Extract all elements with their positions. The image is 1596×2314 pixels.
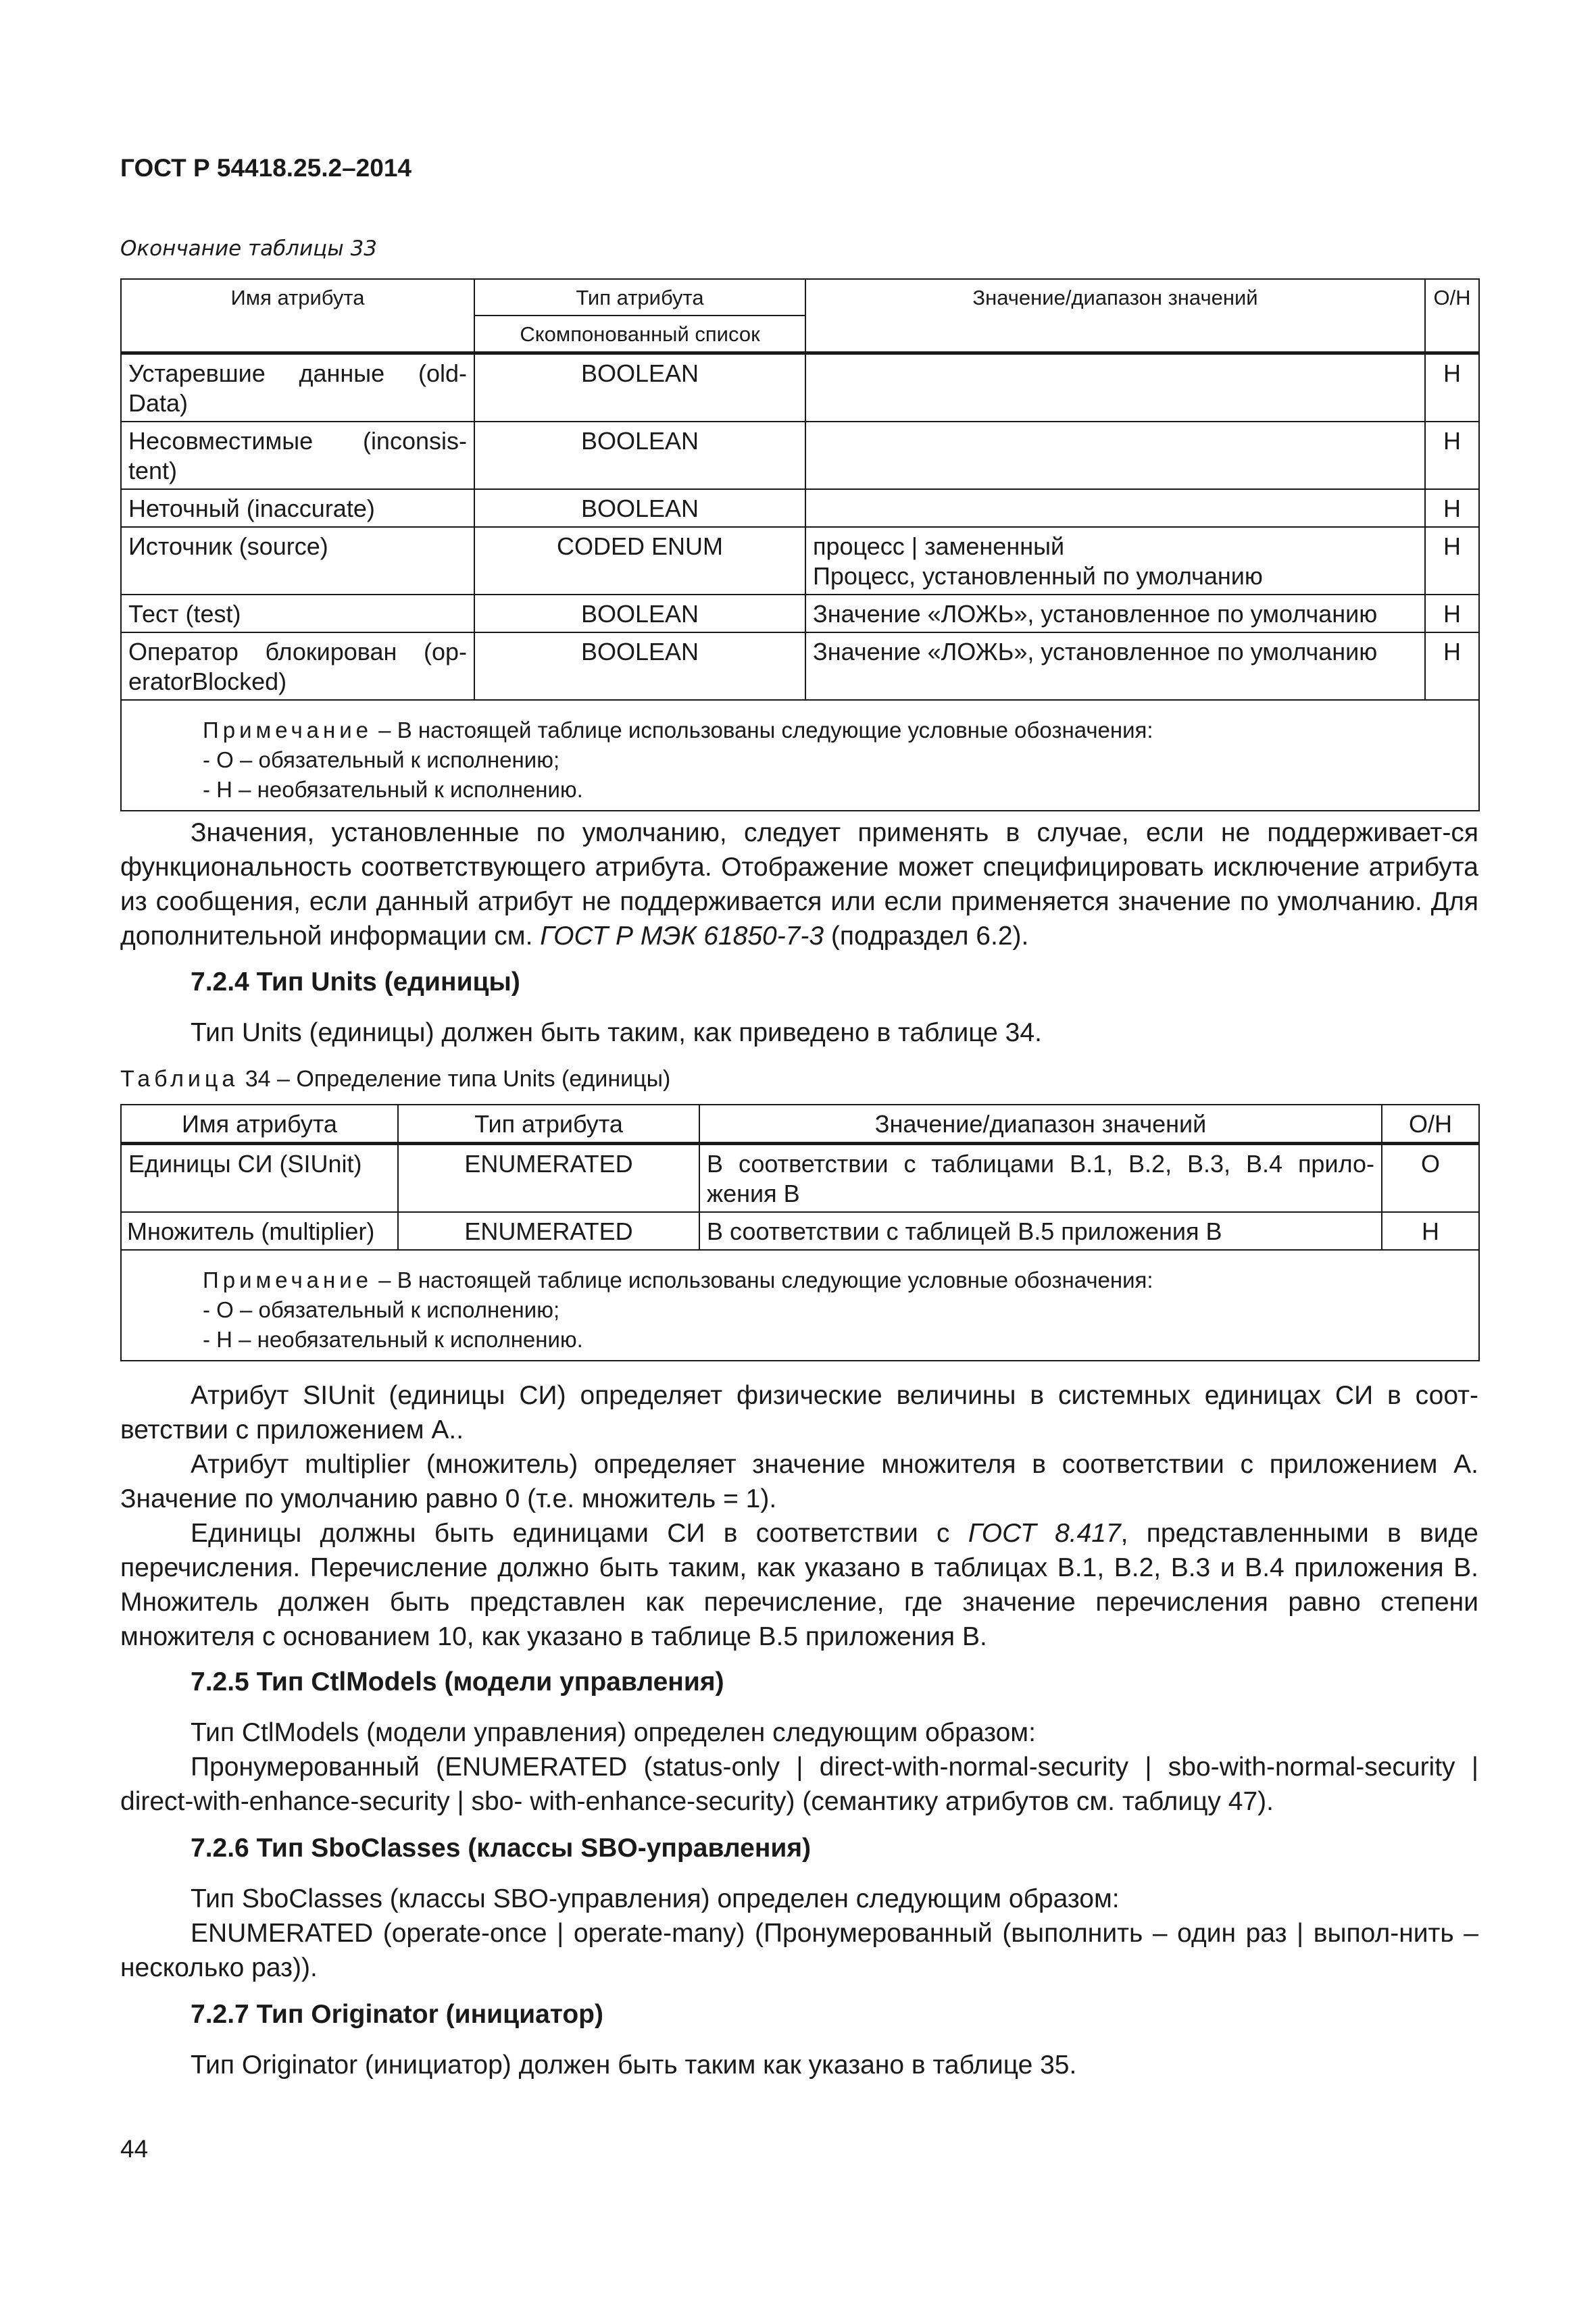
table-row (121, 595, 1479, 632)
col-header: О/Н (1425, 279, 1479, 353)
cell-type: BOOLEAN (474, 632, 805, 700)
col-header: Имя атрибута (121, 279, 474, 353)
cell-name: Тест (test) (121, 595, 474, 632)
note-label: Примечание (203, 1267, 373, 1292)
table-34-caption: Таблица 34 – Определение типа Units (единицы) (120, 1066, 671, 1092)
page-number: 44 (120, 2135, 149, 2163)
section-heading-726: 7.2.6 Тип SboClasses (классы SBO-управления) (191, 1834, 812, 1863)
note-label: Примечание (203, 718, 373, 743)
cell-value (805, 353, 1425, 422)
reference-link: ГОСТ 8.417 (968, 1519, 1121, 1548)
paragraph-multiplier: Атрибут multiplier (множитель) определяет значение множителя в соответствии с приложением А. Значение по умолчанию равно 0 (т.е. множитель = 1). (120, 1450, 1478, 1513)
cell-name: Несовместимые (inconsis-tent) (121, 422, 474, 489)
cell-name: Устаревшие данные (old-Data) (121, 353, 474, 422)
table-note-row (121, 1250, 1479, 1361)
cell-name: Множитель (multiplier) (121, 1212, 398, 1250)
section-heading-724: 7.2.4 Тип Units (единицы) (191, 967, 520, 997)
col-header: О/Н (1382, 1105, 1479, 1144)
cell-type: BOOLEAN (474, 595, 805, 632)
table-row (121, 489, 1479, 527)
col-header: Имя атрибута (121, 1105, 398, 1144)
cell-type: BOOLEAN (474, 422, 805, 489)
cell-on: Н (1425, 422, 1479, 489)
table-note (121, 1250, 1479, 1361)
table-33-caption: Окончание таблицы 33 (120, 236, 378, 261)
paragraph-sboclasses-1: Тип SboClasses (классы SBO-управления) определен следующим образом: (191, 1884, 1120, 1913)
table-row (121, 527, 1479, 595)
paragraph-sboclasses-2: ENUMERATED (operate-once | operate-many) (Пронумерованный (выполнить – один раз | выпол-нить – несколько раз)). (120, 1919, 1478, 1982)
col-header: Тип атрибута (398, 1105, 699, 1144)
paragraph-ctlmodels-1: Тип CtlModels (модели управления) определен следующим образом: (191, 1718, 1036, 1747)
note-text: – В настоящей таблице использованы следующие условные обозначения: (372, 1267, 1153, 1292)
table-33 (120, 278, 1480, 811)
cell-type: CODED ENUM (474, 527, 805, 595)
standard-header: ГОСТ Р 54418.25.2–2014 (120, 154, 412, 182)
cell-on: О (1382, 1144, 1479, 1213)
cell-type: BOOLEAN (474, 489, 805, 527)
cell-value (805, 489, 1425, 527)
cell-type: ENUMERATED (398, 1144, 699, 1213)
table-row (121, 1144, 1479, 1213)
note-text: – В настоящей таблице использованы следующие условные обозначения: (372, 718, 1153, 743)
cell-type: ENUMERATED (398, 1212, 699, 1250)
table-note-row (121, 700, 1479, 811)
note-line: - О – обязательный к исполнению; (203, 747, 560, 772)
note-line: - Н – необязательный к исполнению. (203, 1327, 583, 1352)
note-line: - Н – необязательный к исполнению. (203, 777, 583, 802)
note-line: - О – обязательный к исполнению; (203, 1297, 560, 1322)
cell-on: Н (1425, 632, 1479, 700)
cell-value (805, 527, 1425, 595)
paragraph-units-si: Единицы должны быть единицами СИ в соответствии с ГОСТ 8.417, представленными в виде перечисления. Перечисление должно быть таким, как указано в таблицах В.1, В.2, В.3 и В.4 приложения В. Множитель должен быть представлен как перечисление, где значение перечисления равно степени множителя с основанием 10, как указано в таблице В.5 приложения В. (120, 1519, 1478, 1651)
cell-on: Н (1425, 489, 1479, 527)
cell-name: Источник (source) (121, 527, 474, 595)
col-header: Значение/диапазон значений (699, 1105, 1382, 1144)
cell-type: BOOLEAN (474, 353, 805, 422)
paragraph-ctlmodels-2: Пронумерованный (ENUMERATED (status-only | direct-with-normal-security | sbo-with-normal-security | direct-with-enhance-security | sbo- with-enhance-security) (семантику атрибутов см. таблицу 47). (120, 1753, 1478, 1816)
section-heading-725: 7.2.5 Тип CtlModels (модели управления) (191, 1667, 724, 1696)
cell-on: Н (1382, 1212, 1479, 1250)
table-header-row (121, 279, 1479, 316)
cell-on: Н (1425, 527, 1479, 595)
table-row (121, 632, 1479, 700)
table-row (121, 422, 1479, 489)
table-row (121, 1212, 1479, 1250)
cell-name: Оператор блокирован (op-eratorBlocked) (121, 632, 474, 700)
cell-value: Значение «ЛОЖЬ», установленное по умолчанию (805, 632, 1425, 700)
cell-value-line: процесс | замененный (813, 532, 1065, 560)
cell-on: Н (1425, 353, 1479, 422)
table-34 (120, 1104, 1480, 1361)
col-subheader: Скомпонованный список (474, 316, 805, 353)
table-row (121, 353, 1479, 422)
section-heading-727: 7.2.7 Тип Originator (инициатор) (191, 2000, 603, 2029)
reference-link: ГОСТ Р МЭК 61850-7-3 (540, 922, 824, 951)
cell-on: Н (1425, 595, 1479, 632)
table-header-row (121, 1105, 1479, 1144)
cell-name: Неточный (inaccurate) (121, 489, 474, 527)
paragraph-units: Тип Units (единицы) должен быть таким, как приведено в таблице 34. (191, 1018, 1042, 1047)
table-note (121, 700, 1479, 811)
col-header: Тип атрибута (474, 279, 805, 316)
paragraph-siunit: Атрибут SIUnit (единицы СИ) определяет физические величины в системных единицах СИ в соот-ветствии с приложением А.. (120, 1381, 1478, 1444)
cell-value (805, 422, 1425, 489)
cell-name: Единицы СИ (SIUnit) (121, 1144, 398, 1213)
cell-value: Значение «ЛОЖЬ», установленное по умолчанию (805, 595, 1425, 632)
cell-value: В соответствии с таблицами В.1, В.2, В.3, В.4 прило-жения В (699, 1144, 1382, 1213)
col-header: Значение/диапазон значений (805, 279, 1425, 353)
paragraph-originator: Тип Originator (инициатор) должен быть таким как указано в таблице 35. (191, 2051, 1077, 2080)
cell-value: В соответствии с таблицей В.5 приложения В (699, 1212, 1382, 1250)
cell-value-line: Процесс, установленный по умолчанию (813, 562, 1263, 590)
paragraph-defaults: Значения, установленные по умолчанию, следует применять в случае, если не поддерживает-ся функциональность соответствующего атрибута. Отображение может специфицировать исключение атрибута из сообщения, если данный атрибут не поддерживается или если применяется значение по умолчанию. Для дополнительной информации см. ГОСТ Р МЭК 61850-7-3 (подраздел 6.2). (120, 818, 1478, 951)
